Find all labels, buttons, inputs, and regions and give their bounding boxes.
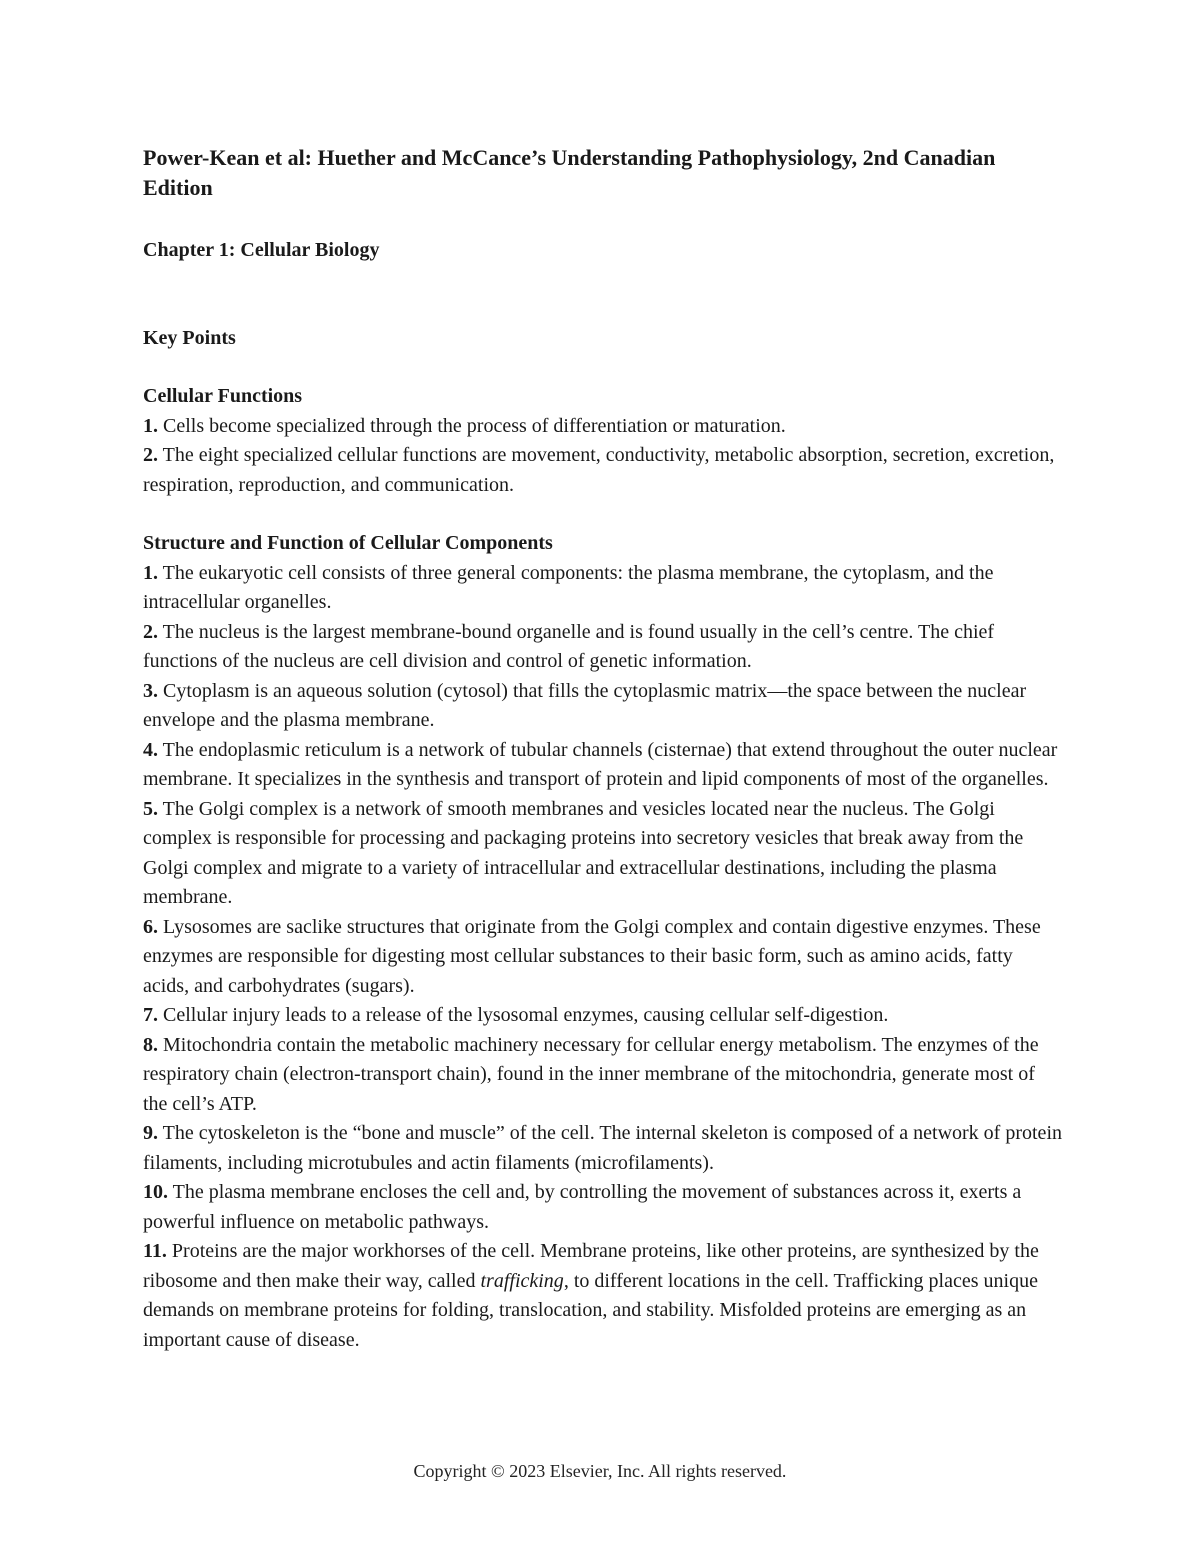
- point-text: The eight specialized cellular functions are movement, conductivity, metabolic absorption, secretion, excretion, respiration, reproduction, and communication.: [143, 444, 1055, 496]
- point-text: The plasma membrane encloses the cell and, by controlling the movement of substances across it, exerts a powerful influence on metabolic pathways.: [143, 1181, 1022, 1233]
- point-number: 6.: [143, 915, 158, 938]
- point-text: The nucleus is the largest membrane-bound organelle and is found usually in the cell’s centre. The chief functions of the nucleus are cell division and control of genetic information.: [143, 620, 995, 672]
- list-item: [143, 1178, 1063, 1237]
- point-text: , to different locations in the cell. Trafficking places unique demands on membrane proteins for folding, translocation, and stability. Misfolded proteins are emerging as an important cause of disease.: [143, 1269, 1038, 1351]
- list-item: [143, 677, 1063, 736]
- point-text: The Golgi complex is a network of smooth membranes and vesicles located near the nucleus. The Golgi complex is responsible for processing and packaging proteins into secretory vesicles that break away from the Golgi complex and migrate to a variety of intracellular and extracellular destinations, including the plasma membrane.: [143, 797, 1024, 908]
- point-number: 1.: [143, 414, 158, 437]
- point-text: Lysosomes are saclike structures that originate from the Golgi complex and contain digestive enzymes. These enzymes are responsible for digesting most cellular substances to their basic form, such as amino acids, fatty acids, and carbohydrates (sugars).: [143, 915, 1041, 997]
- section-heading: Structure and Function of Cellular Components: [143, 532, 553, 554]
- list-item: [143, 1119, 1063, 1178]
- list-item: [143, 618, 1063, 677]
- list-item: [143, 441, 1063, 500]
- list-item: [143, 1001, 1063, 1031]
- point-number: 9.: [143, 1122, 158, 1144]
- point-number: 8.: [143, 1033, 158, 1056]
- list-item: [143, 1031, 1063, 1120]
- list-item: [143, 559, 1063, 618]
- list-item: [143, 913, 1063, 1002]
- point-text: Proteins are the major workhorses of the cell. Membrane proteins, like other proteins, are synthesized by the ribosome and then make their way, called: [143, 1240, 1039, 1292]
- point-emphasis: trafficking: [480, 1269, 564, 1292]
- point-text: Cytoplasm is an aqueous solution (cytosol) that fills the cytoplasmic matrix—the space between the nuclear envelope and the plasma membrane.: [143, 679, 1027, 731]
- point-number: 2.: [143, 620, 158, 643]
- list-item: [143, 795, 1063, 913]
- key-points-heading: Key Points: [143, 327, 236, 349]
- point-number: 4.: [143, 738, 158, 761]
- point-number: 7.: [143, 1004, 158, 1026]
- list-item: [143, 412, 1063, 442]
- section-cellular-functions: [143, 382, 1063, 500]
- point-text: The endoplasmic reticulum is a network of tubular channels (cisternae) that extend throughout the outer nuclear membrane. It specializes in the synthesis and transport of protein and lipid components of most of the organelles.: [143, 738, 1058, 790]
- document-title: Power-Kean et al: Huether and McCance’s Understanding Pathophysiology, 2nd Canadian Edition: [143, 145, 996, 200]
- copyright-footer: Copyright © 2023 Elsevier, Inc. All rights reserved.: [413, 1461, 787, 1481]
- list-item: [143, 736, 1063, 795]
- point-number: 3.: [143, 679, 158, 702]
- section-structure-and-function: [143, 529, 1063, 1355]
- point-text: Cellular injury leads to a release of the lysosomal enzymes, causing cellular self-digestion.: [158, 1004, 889, 1026]
- point-text: Mitochondria contain the metabolic machinery necessary for cellular energy metabolism. The enzymes of the respiratory chain (electron-transport chain), found in the inner membrane of the mitochondria, generate most of the cell’s ATP.: [143, 1033, 1039, 1115]
- point-text: The cytoskeleton is the “bone and muscle” of the cell. The internal skeleton is composed of a network of protein filaments, including microtubules and actin filaments (microfilaments).: [143, 1122, 1062, 1174]
- list-item: [143, 1237, 1063, 1355]
- point-text: Cells become specialized through the process of differentiation or maturation.: [158, 414, 786, 437]
- point-text: The eukaryotic cell consists of three general components: the plasma membrane, the cytoplasm, and the intracellular organelles.: [143, 561, 994, 613]
- point-number: 5.: [143, 797, 158, 820]
- section-heading: Cellular Functions: [143, 385, 303, 407]
- point-number: 1.: [143, 561, 158, 584]
- chapter-heading: Chapter 1: Cellular Biology: [143, 239, 380, 261]
- point-number: 11.: [143, 1240, 167, 1262]
- point-number: 2.: [143, 444, 158, 466]
- point-number: 10.: [143, 1181, 168, 1203]
